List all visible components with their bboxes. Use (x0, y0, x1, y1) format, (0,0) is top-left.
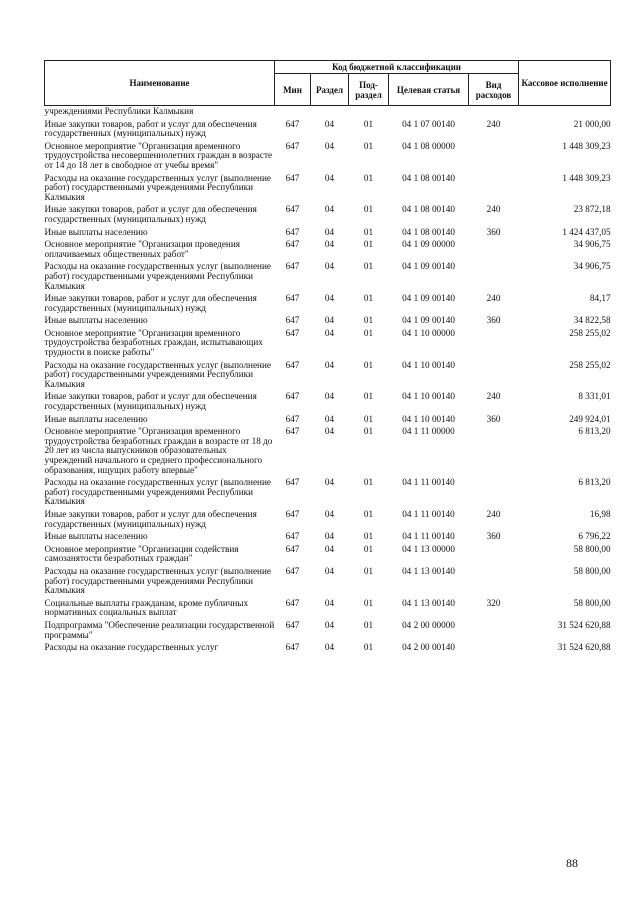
row-podrazdel: 01 (363, 531, 374, 542)
row-podrazdel: 01 (363, 261, 374, 272)
row-name: Иные закупки товаров, работ и услуг для обеспечения государственных (муниципальных) нужд (44, 293, 257, 313)
table-row (45, 544, 611, 566)
header-execution: Кассовое исполнение (519, 61, 611, 106)
row-target: 04 1 10 00140 (402, 391, 455, 402)
table-row (45, 531, 611, 544)
row-min: 647 (285, 426, 300, 437)
row-amount: 1 448 309,23 (562, 140, 611, 151)
row-podrazdel: 01 (363, 204, 374, 215)
row-razdel: 04 (324, 140, 335, 151)
table-row (45, 227, 611, 240)
row-target: 04 1 10 00140 (402, 413, 455, 424)
row-target: 04 1 09 00140 (402, 293, 455, 304)
row-min: 647 (285, 204, 300, 215)
row-min: 647 (285, 327, 300, 338)
row-name: Социальные выплаты гражданам, кроме публичных нормативных социальных выплат (44, 597, 249, 618)
table-row (45, 293, 611, 315)
row-min: 647 (285, 565, 300, 576)
table-row (45, 141, 611, 173)
row-target: 04 1 11 00140 (402, 477, 455, 488)
row-podrazdel: 01 (363, 642, 374, 653)
row-amount: 23 872,18 (573, 204, 611, 215)
row-vid (469, 620, 519, 642)
table-row (45, 173, 611, 205)
row-podrazdel (349, 106, 389, 119)
row-name: Расходы на оказание государственных услуг (выполнение работ) государственными учреждениями Республики Калмыкия (44, 359, 271, 389)
row-vid: 360 (486, 226, 501, 237)
row-vid (469, 173, 519, 205)
row-razdel: 04 (324, 204, 335, 215)
row-amount: 34 906,75 (573, 261, 611, 272)
row-name: Иные закупки товаров, работ и услуг для обеспечения государственных (муниципальных) нужд (44, 204, 257, 224)
row-name: Иные выплаты населению (44, 315, 148, 326)
row-target: 04 1 08 00140 (402, 204, 455, 215)
row-min: 647 (285, 293, 300, 304)
row-razdel: 04 (324, 413, 335, 424)
row-podrazdel: 01 (363, 315, 374, 326)
row-vid: 240 (486, 293, 501, 304)
row-name: Иные закупки товаров, работ и услуг для обеспечения государственных (муниципальных) нужд (44, 118, 257, 139)
table-row (45, 360, 611, 392)
row-target (389, 106, 469, 119)
row-razdel: 04 (324, 261, 335, 272)
row-min: 647 (285, 118, 300, 129)
row-name: Основное мероприятие "Организация временного трудоустройства безработных граждан, испытывающих трудности в поиске работы" (44, 327, 263, 358)
row-amount: 34 906,75 (573, 239, 611, 250)
table-row (45, 328, 611, 360)
table-row (45, 239, 611, 261)
row-target: 04 1 11 00000 (402, 426, 455, 437)
row-razdel: 04 (324, 327, 335, 338)
table-row (45, 204, 611, 226)
table-header (45, 61, 611, 106)
row-razdel (311, 106, 349, 119)
table-row (45, 261, 611, 293)
row-amount: 6 796,22 (578, 531, 611, 542)
row-target: 04 1 09 00140 (402, 261, 455, 272)
header-razdel: Раздел (311, 74, 349, 106)
row-target: 04 1 11 00140 (402, 531, 455, 542)
row-amount: 6 813,20 (578, 426, 611, 437)
header-classification-group: Код бюджетной классификации (275, 61, 519, 74)
row-amount: 1 448 309,23 (562, 172, 611, 183)
row-min: 647 (285, 172, 300, 183)
row-vid: 360 (486, 413, 501, 424)
row-podrazdel: 01 (363, 118, 374, 129)
row-razdel: 04 (324, 543, 335, 554)
row-vid (469, 106, 519, 119)
row-vid (469, 239, 519, 261)
row-podrazdel: 01 (363, 140, 374, 151)
row-vid (469, 544, 519, 566)
row-min: 647 (285, 391, 300, 402)
row-min: 647 (285, 315, 300, 326)
row-vid: 240 (486, 204, 501, 215)
row-podrazdel: 01 (363, 413, 374, 424)
row-target: 04 2 00 00140 (402, 642, 455, 653)
row-amount: 58 800,00 (573, 543, 611, 554)
table-row (45, 391, 611, 413)
row-name: Подпрограмма "Обеспечение реализации государственной программы" (44, 619, 275, 640)
row-razdel: 04 (324, 565, 335, 576)
row-razdel: 04 (324, 642, 335, 653)
table-row (45, 119, 611, 141)
table-row (45, 414, 611, 427)
row-target: 04 1 13 00140 (402, 597, 455, 608)
row-amount: 249 924,01 (569, 413, 611, 424)
row-razdel: 04 (324, 597, 335, 608)
row-target: 04 1 10 00140 (402, 359, 455, 370)
row-min: 647 (285, 359, 300, 370)
row-amount: 84,17 (589, 293, 611, 304)
row-podrazdel: 01 (363, 359, 374, 370)
row-name: Основное мероприятие "Организация содействия самозанятости безработных граждан" (44, 543, 239, 564)
table-row (45, 566, 611, 598)
row-vid: 240 (486, 391, 501, 402)
row-target: 04 1 11 00140 (402, 508, 455, 519)
row-podrazdel: 01 (363, 477, 374, 488)
row-min: 647 (285, 543, 300, 554)
row-amount: 34 822,58 (573, 315, 611, 326)
budget-table (44, 60, 611, 655)
table-row (45, 598, 611, 620)
row-vid (469, 360, 519, 392)
row-min: 647 (285, 531, 300, 542)
row-amount: 21 000,00 (573, 118, 611, 129)
row-amount: 31 524 620,88 (557, 619, 611, 630)
header-name: Наименование (45, 61, 275, 106)
row-target: 04 1 09 00140 (402, 315, 455, 326)
row-vid (469, 328, 519, 360)
row-min: 647 (285, 239, 300, 250)
table-row (45, 477, 611, 509)
row-name: Основное мероприятие "Организация временного трудоустройства несовершеннолетних граждан в возрасте от 14 до 18 лет в свободное от учебы время" (44, 140, 273, 170)
row-razdel: 04 (324, 619, 335, 630)
row-min: 647 (285, 477, 300, 488)
table-row (45, 620, 611, 642)
row-target: 04 1 08 00140 (402, 172, 455, 183)
row-min (275, 106, 311, 119)
table-row (45, 642, 611, 655)
row-podrazdel: 01 (363, 619, 374, 630)
row-podrazdel: 01 (363, 565, 374, 576)
row-min: 647 (285, 261, 300, 272)
row-target: 04 1 07 00140 (402, 118, 455, 129)
table-body (45, 106, 611, 655)
row-razdel: 04 (324, 359, 335, 370)
row-min: 647 (285, 619, 300, 630)
row-razdel: 04 (324, 315, 335, 326)
row-podrazdel: 01 (363, 172, 374, 183)
row-name: Расходы на оказание государственных услуг (выполнение работ) государственными учреждениями Республики Калмыкия (44, 261, 271, 291)
row-vid (469, 477, 519, 509)
row-name: Расходы на оказание государственных услуг (выполнение работ) государственными учреждениями Республики Калмыкия (44, 172, 271, 202)
row-razdel: 04 (324, 239, 335, 250)
row-amount: 16,98 (589, 508, 611, 519)
row-razdel: 04 (324, 226, 335, 237)
row-name: Иные выплаты населению (44, 531, 148, 542)
row-podrazdel: 01 (363, 543, 374, 554)
row-name: Иные выплаты населению (44, 413, 148, 424)
row-name: Основное мероприятие "Организация временного трудоустройства безработных граждан в возрасте от 18 до 20 лет из числа выпускников образовательных учреждений начального и среднего профессионального образования, ищущих работу впервые" (44, 426, 273, 475)
row-podrazdel: 01 (363, 391, 374, 402)
row-target: 04 1 10 00000 (402, 327, 455, 338)
row-vid: 360 (486, 531, 501, 542)
row-min: 647 (285, 597, 300, 608)
row-amount: 58 800,00 (573, 597, 611, 608)
row-razdel: 04 (324, 172, 335, 183)
row-amount: 58 800,00 (573, 565, 611, 576)
row-amount: 8 331,01 (578, 391, 611, 402)
page-number: 88 (566, 856, 578, 870)
row-target: 04 1 09 00000 (402, 239, 455, 250)
row-razdel: 04 (324, 508, 335, 519)
row-vid: 360 (486, 315, 501, 326)
header-vid: Вид расходов (469, 74, 519, 106)
header-podrazdel: Под-раздел (349, 74, 389, 106)
table-row (45, 509, 611, 531)
table-row (45, 106, 611, 119)
row-razdel: 04 (324, 426, 335, 437)
row-target: 04 1 13 00000 (402, 543, 455, 554)
row-target: 04 1 13 00140 (402, 565, 455, 576)
header-target: Целевая статья (389, 74, 469, 106)
row-vid: 320 (486, 597, 501, 608)
row-name: Иные закупки товаров, работ и услуг для обеспечения государственных (муниципальных) нужд (44, 508, 257, 529)
row-amount: 258 255,02 (569, 327, 611, 338)
table-row (45, 315, 611, 328)
row-name: Расходы на оказание государственных услуг (44, 642, 219, 653)
row-min: 647 (285, 508, 300, 519)
row-target: 04 1 08 00000 (402, 140, 455, 151)
row-podrazdel: 01 (363, 327, 374, 338)
row-min: 647 (285, 413, 300, 424)
row-name: Расходы на оказание государственных услуг (выполнение работ) государственными учреждениями Республики Калмыкия (44, 477, 271, 507)
row-vid: 240 (486, 118, 501, 129)
row-amount: 6 813,20 (578, 477, 611, 488)
table-row (45, 426, 611, 477)
row-min: 647 (285, 140, 300, 151)
row-razdel: 04 (324, 477, 335, 488)
row-vid (469, 642, 519, 655)
row-amount: 258 255,02 (569, 359, 611, 370)
row-target: 04 1 08 00140 (402, 226, 455, 237)
row-vid (469, 426, 519, 477)
row-min: 647 (285, 226, 300, 237)
row-name: Иные выплаты населению (44, 226, 148, 237)
row-vid (469, 141, 519, 173)
row-min: 647 (285, 642, 300, 653)
row-name: учреждениями Республики Калмыкия (44, 106, 194, 116)
row-amount: 31 524 620,88 (557, 642, 611, 653)
row-name: Иные закупки товаров, работ и услуг для обеспечения государственных (муниципальных) нужд (44, 391, 257, 412)
row-podrazdel: 01 (363, 426, 374, 437)
row-razdel: 04 (324, 293, 335, 304)
row-amount (519, 106, 611, 119)
row-podrazdel: 01 (363, 239, 374, 250)
row-podrazdel: 01 (363, 597, 374, 608)
row-vid (469, 566, 519, 598)
row-vid (469, 261, 519, 293)
row-podrazdel: 01 (363, 508, 374, 519)
row-podrazdel: 01 (363, 226, 374, 237)
row-amount: 1 424 437,05 (562, 226, 611, 237)
header-min: Мин (275, 74, 311, 106)
row-vid: 240 (486, 508, 501, 519)
row-podrazdel: 01 (363, 293, 374, 304)
row-razdel: 04 (324, 391, 335, 402)
row-name: Основное мероприятие "Организация проведения оплачиваемых общественных работ" (44, 239, 240, 259)
row-name: Расходы на оказание государственных услуг (выполнение работ) государственными учреждениями Республики Калмыкия (44, 565, 271, 596)
row-target: 04 2 00 00000 (402, 619, 455, 630)
row-razdel: 04 (324, 118, 335, 129)
row-razdel: 04 (324, 531, 335, 542)
